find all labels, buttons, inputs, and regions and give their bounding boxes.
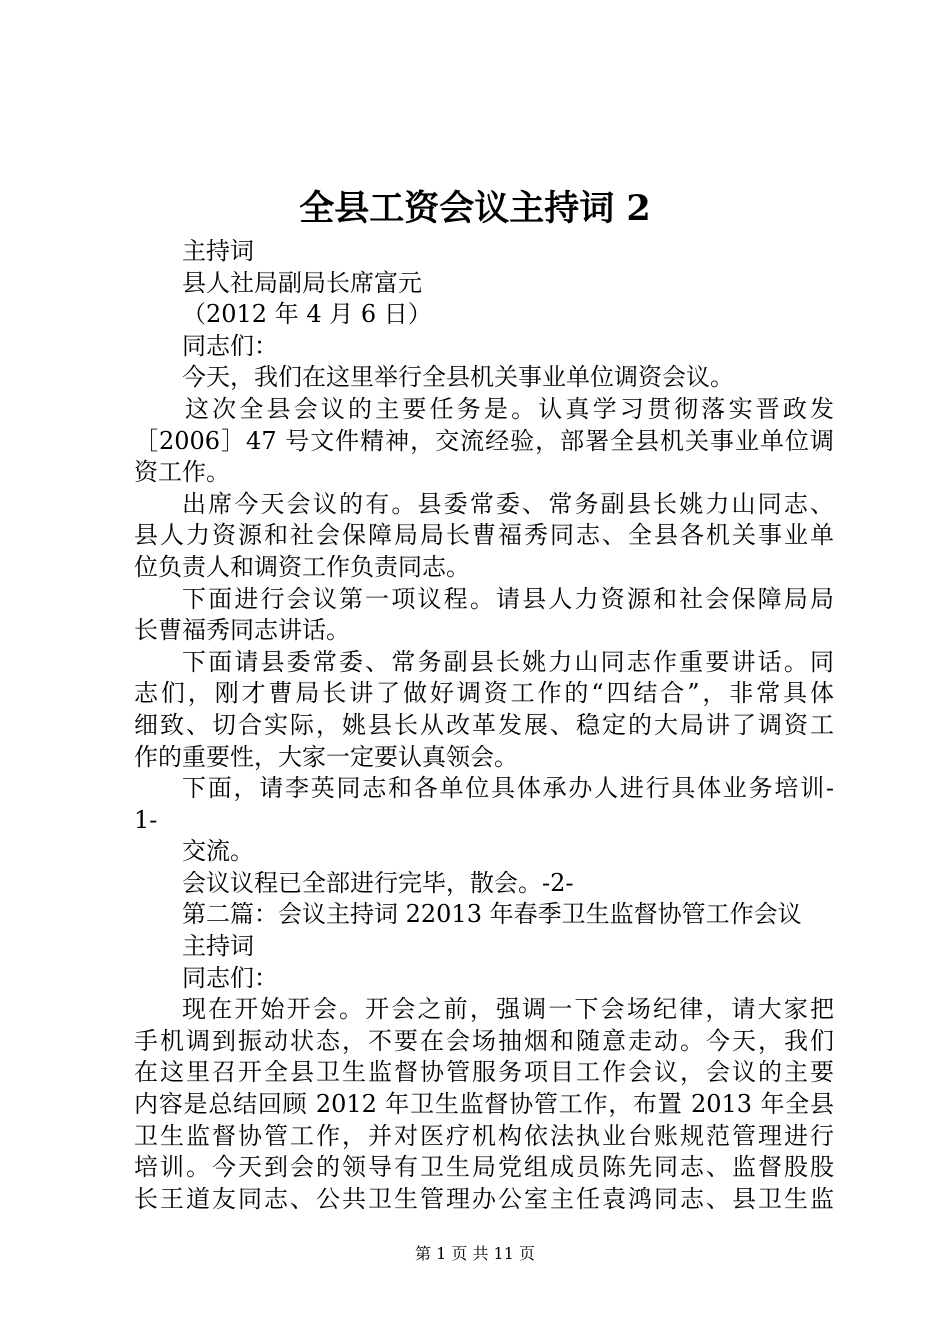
body-line: 作的重要性，大家一定要认真领会。 xyxy=(134,742,518,771)
body-line: 主持词 xyxy=(182,237,254,265)
body-line: （2012 年 4 月 6 日） xyxy=(182,300,432,329)
body-line: 卫生监督协管工作，并对医疗机构依法执业台账规范管理进行 xyxy=(134,1121,834,1150)
body-line: 志们，刚才曹局长讲了做好调资工作的“四结合”，非常具体 xyxy=(134,679,834,708)
body-line: 主持词 xyxy=(182,932,254,961)
body-line: 下面，请李英同志和各单位具体承办人进行具体业务培训- xyxy=(182,774,834,803)
body-line: 同志们： xyxy=(182,331,278,360)
body-line: 今天，我们在这里举行全县机关事业单位调资会议。 xyxy=(182,363,734,392)
body-line: 第二篇：会议主持词 22013 年春季卫生监督协管工作会议 xyxy=(182,900,802,929)
body-line: 细致、切合实际，姚县长从改革发展、稳定的大局讲了调资工 xyxy=(134,710,834,739)
body-line: 培训。今天到会的领导有卫生局党组成员陈先同志、监督股股 xyxy=(134,1153,834,1182)
body-line: 位负责人和调资工作负责同志。 xyxy=(134,552,470,581)
document-body xyxy=(134,236,834,1215)
page-footer: 第 1 页 共 11 页 xyxy=(415,1244,535,1263)
body-line: 在这里召开全县卫生监督协管服务项目工作会议，会议的主要 xyxy=(134,1058,834,1087)
body-line: 下面请县委常委、常务副县长姚力山同志作重要讲话。同 xyxy=(182,647,834,676)
body-line: 长曹福秀同志讲话。 xyxy=(134,616,350,645)
body-line: 长王道友同志、公共卫生管理办公室主任袁鸿同志、县卫生监 xyxy=(134,1184,834,1213)
body-line: 资工作。 xyxy=(134,458,230,487)
body-line: 出席今天会议的有。县委常委、常务副县长姚力山同志、 xyxy=(182,489,834,518)
body-line: 交流。 xyxy=(182,837,254,866)
body-line: 同志们： xyxy=(182,963,278,992)
body-line: 下面进行会议第一项议程。请县人力资源和社会保障局局 xyxy=(182,584,834,613)
body-line: 1- xyxy=(134,805,158,834)
body-line: 现在开始开会。开会之前，强调一下会场纪律，请大家把 xyxy=(182,995,834,1024)
body-line: 会议议程已全部进行完毕，散会。-2- xyxy=(182,868,574,897)
body-line: 内容是总结回顾 2012 年卫生监督协管工作，布置 2013 年全县 xyxy=(134,1090,834,1119)
body-line: 县人力资源和社会保障局局长曹福秀同志、全县各机关事业单 xyxy=(134,521,834,550)
body-line: ［2006］47 号文件精神，交流经验，部署全县机关事业单位调 xyxy=(134,426,834,455)
body-line: 这次全县会议的主要任务是。认真学习贯彻落实晋政发 xyxy=(185,394,834,423)
body-line: 县人社局副局长席富元 xyxy=(182,268,422,297)
body-line: 手机调到振动状态，不要在会场抽烟和随意走动。今天，我们 xyxy=(134,1026,834,1055)
document-title: 全县工资会议主持词 2 xyxy=(299,188,651,229)
